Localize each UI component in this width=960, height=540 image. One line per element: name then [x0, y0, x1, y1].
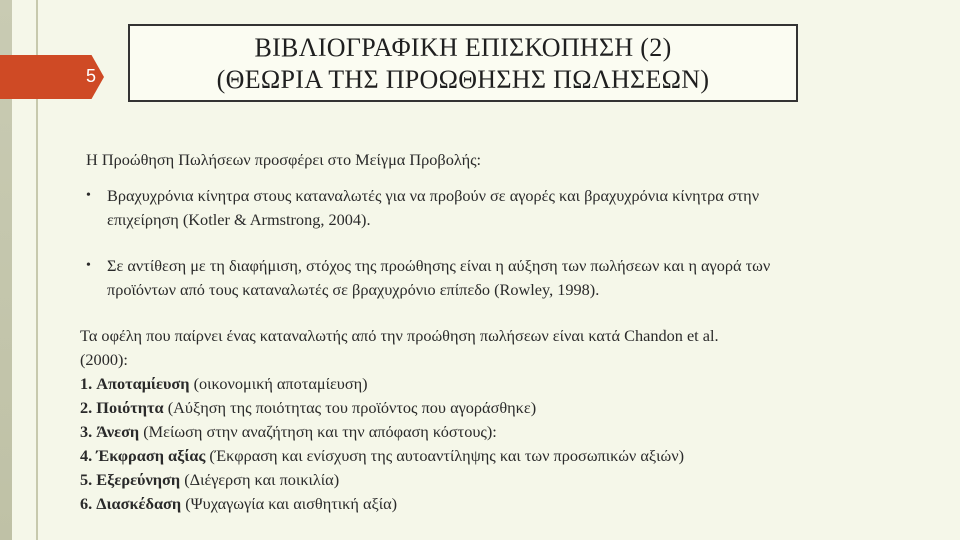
- benefits-list: [80, 372, 900, 516]
- list-desc: (Ψυχαγωγία και αισθητική αξία): [181, 494, 398, 513]
- list-desc: (οικονομική αποταμίευση): [189, 374, 368, 393]
- benefits-intro-line: Τα οφέλη που παίρνει ένας καταναλωτής από την προώθηση πωλήσεων είναι κατά Chandon et al.: [80, 326, 719, 345]
- list-desc: (Μείωση στην αναζήτηση και την απόφαση κόστους):: [139, 422, 497, 441]
- list-term: Διασκέδαση: [96, 494, 182, 513]
- title-line-1: ΒΙΒΛΙΟΓΡΑΦΙΚΗ ΕΠΙΣΚΟΠΗΣΗ (2): [254, 33, 672, 62]
- list-desc: (Αύξηση της ποιότητας του προϊόντος που αγοράσθηκε): [163, 398, 537, 417]
- benefits-intro-line: (2000):: [80, 350, 128, 369]
- bullet-item: [80, 254, 900, 302]
- list-item: [80, 492, 900, 516]
- list-number: 4.: [80, 446, 93, 465]
- list-term: Άνεση: [96, 422, 140, 441]
- list-term: Αποταμίευση: [96, 374, 190, 393]
- bullet-dot-icon: •: [86, 188, 91, 203]
- benefits-section: [80, 324, 900, 516]
- list-number: 2.: [80, 398, 93, 417]
- list-term: Εξερεύνηση: [96, 470, 181, 489]
- list-term: Έκφραση αξίας: [96, 446, 206, 465]
- list-desc: (Διέγερση και ποικιλία): [180, 470, 340, 489]
- list-item: [80, 444, 900, 468]
- bullet-line: Βραχυχρόνια κίνητρα στους καταναλωτές για να προβούν σε αγορές και βραχυχρόνια κίνητρα στην: [107, 186, 760, 205]
- bullet-dot-icon: •: [86, 258, 91, 273]
- list-term: Ποιότητα: [96, 398, 164, 417]
- list-number: 3.: [80, 422, 93, 441]
- list-number: 5.: [80, 470, 93, 489]
- slide-number: 5: [86, 66, 97, 86]
- list-item: [80, 396, 900, 420]
- title-line-2: (ΘΕΩΡΙΑ ΤΗΣ ΠΡΟΩΘΗΣΗΣ ΠΩΛΗΣΕΩΝ): [216, 65, 710, 94]
- list-item: [80, 468, 900, 492]
- slide-content: [80, 148, 900, 516]
- list-item: [80, 372, 900, 396]
- title-box: [128, 24, 798, 102]
- list-number: 1.: [80, 374, 93, 393]
- intro-text: Η Προώθηση Πωλήσεων προσφέρει στο Μείγμα Προβολής:: [86, 150, 482, 169]
- list-desc: (Έκφραση και ενίσχυση της αυτοαντίληψης και των προσωπικών αξιών): [205, 446, 685, 465]
- bullet-line: προϊόντων από τους καταναλωτές σε βραχυχρόνιο επίπεδο (Rowley, 1998).: [107, 280, 600, 299]
- bullet-line: Σε αντίθεση με τη διαφήμιση, στόχος της προώθησης είναι η αύξηση των πωλήσεων και η αγορά των: [107, 256, 771, 275]
- list-item: [80, 420, 900, 444]
- bullet-item: [80, 184, 900, 232]
- list-number: 6.: [80, 494, 93, 513]
- bullet-line: επιχείρηση (Kotler & Armstrong, 2004).: [107, 210, 371, 229]
